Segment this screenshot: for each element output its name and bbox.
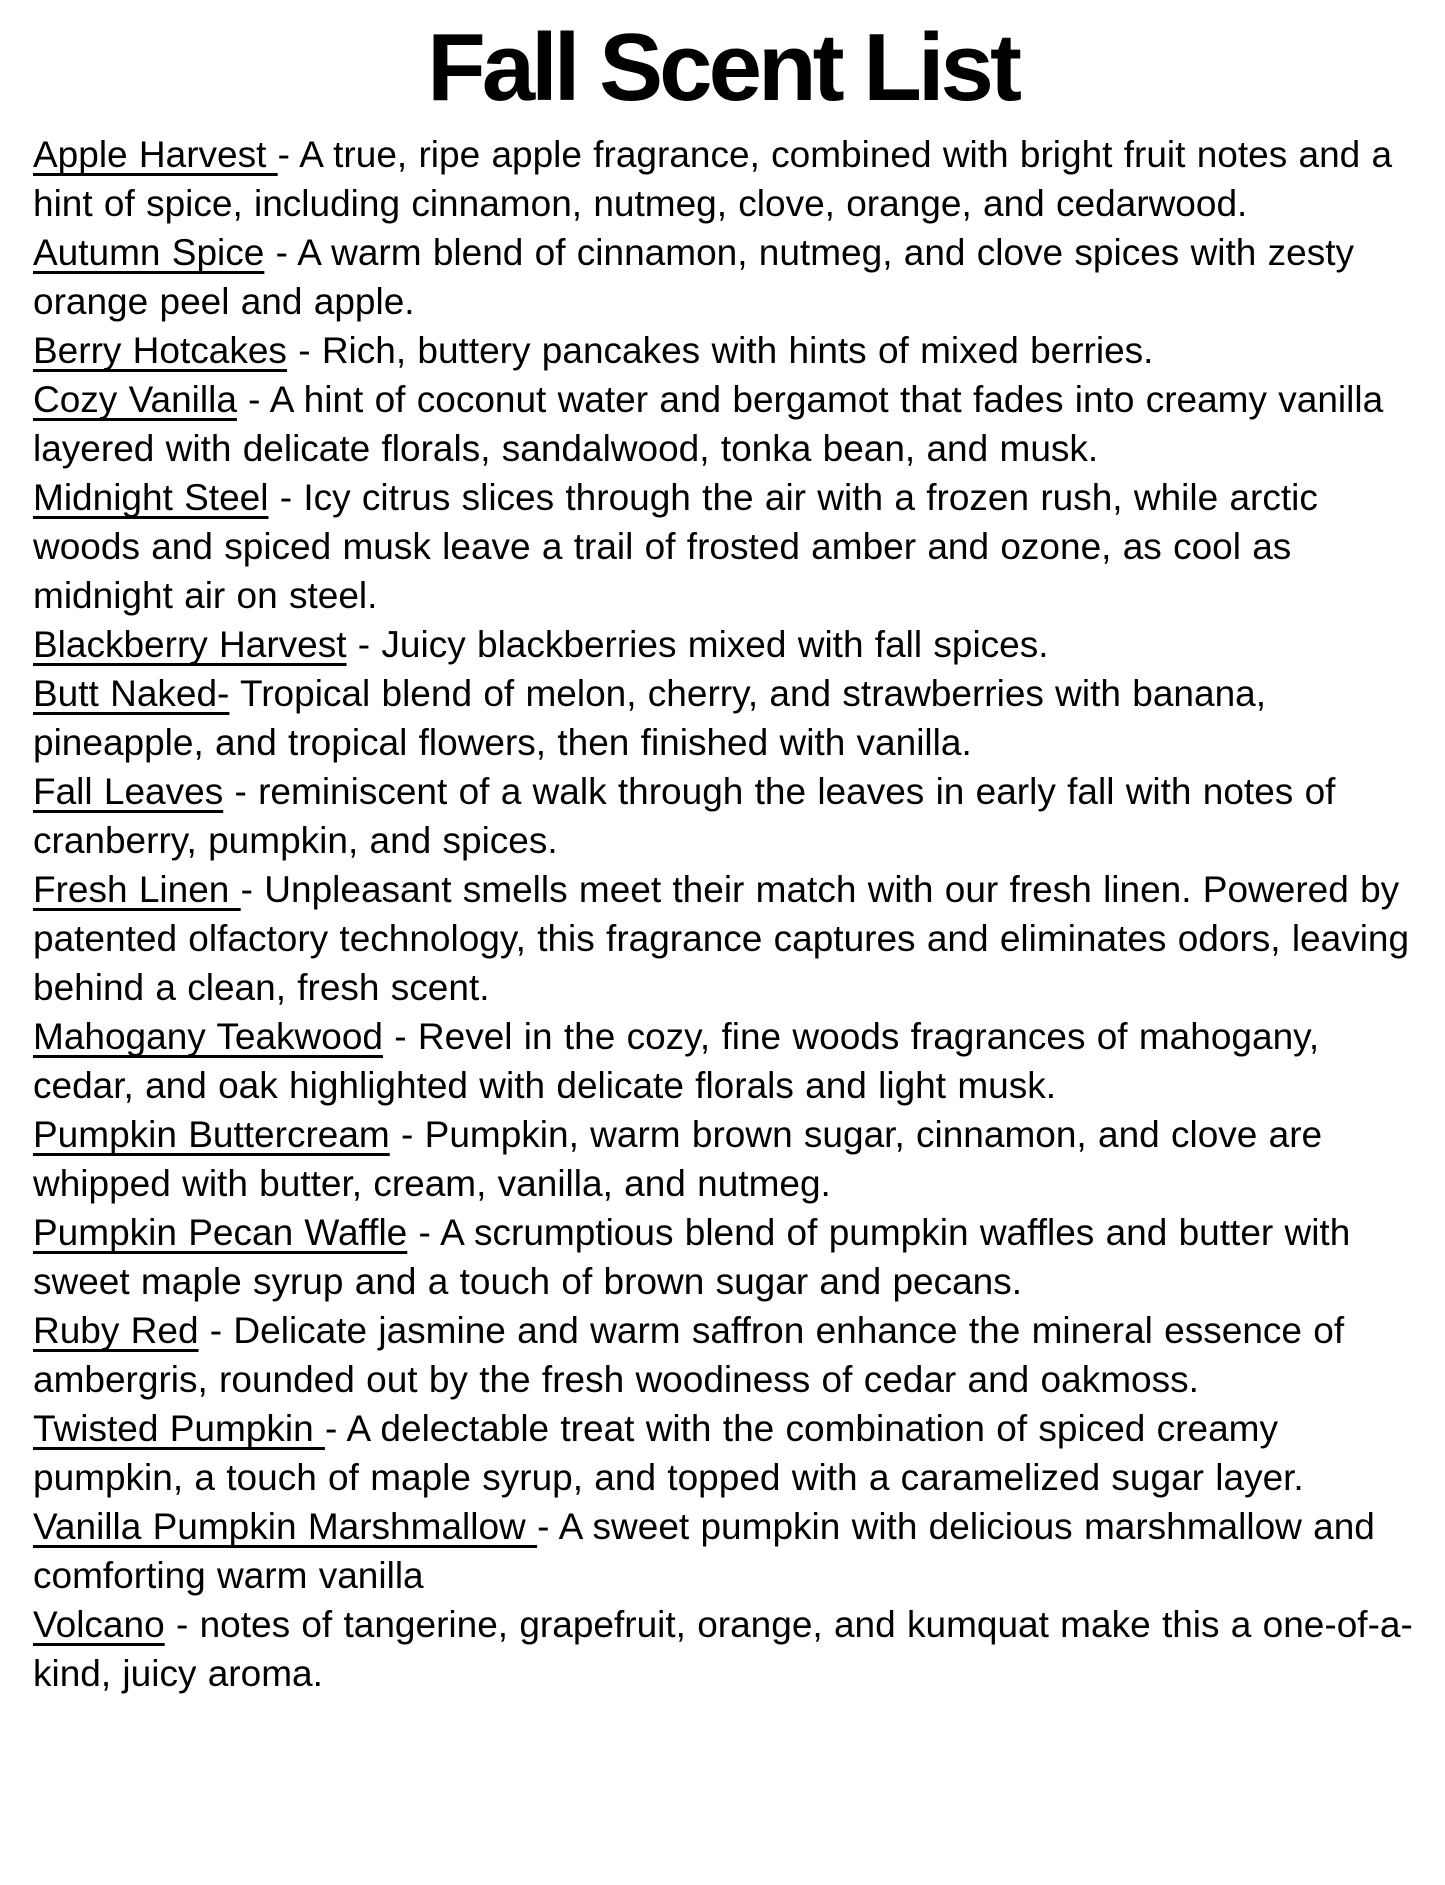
scent-description: Revel in the cozy, fine woods fragrances of mahogany, cedar, and oak highlighted with delicate florals and light musk. xyxy=(33,1016,1331,1106)
scent-separator: - xyxy=(407,1212,441,1253)
scent-name: Apple Harvest xyxy=(33,134,278,175)
scent-name: Volcano xyxy=(33,1604,165,1645)
scent-separator: - xyxy=(164,1604,200,1645)
scent-description: A true, ripe apple fragrance, combined with bright fruit notes and a hint of spice, including cinnamon, nutmeg, clove, orange, and cedarwood. xyxy=(33,134,1404,224)
scent-description: A warm blend of cinnamon, nutmeg, and clove spices with zesty orange peel and apple. xyxy=(33,232,1366,322)
scent-name: Autumn Spice xyxy=(33,232,265,273)
scent-separator: - xyxy=(537,1506,559,1547)
scent-entry xyxy=(33,865,1423,1012)
scent-entry xyxy=(33,1012,1423,1110)
scent-name: Fresh Linen xyxy=(33,869,241,910)
scent-entry xyxy=(33,1208,1423,1306)
scent-entry xyxy=(33,1306,1423,1404)
scent-entry xyxy=(33,473,1423,620)
scent-separator: - xyxy=(223,771,259,812)
scent-description: A delectable treat with the combination of spiced creamy pumpkin, a touch of maple syrup, and topped with a caramelized sugar layer. xyxy=(33,1408,1304,1498)
scent-description: Juicy blackberries mixed with fall spices. xyxy=(381,624,1049,665)
scent-entry xyxy=(33,620,1423,669)
scent-name: Midnight Steel xyxy=(33,477,269,518)
scent-separator: - xyxy=(324,1408,347,1449)
scent-entry xyxy=(33,1502,1423,1600)
scent-description: Pumpkin, warm brown sugar, cinnamon, and clove are whipped with butter, cream, vanilla, and nutmeg. xyxy=(33,1114,1334,1204)
scent-separator: - xyxy=(268,477,304,518)
scent-entry xyxy=(33,1600,1423,1698)
document-page xyxy=(0,14,1445,1885)
scent-separator: - xyxy=(240,869,265,910)
scent-entry xyxy=(33,375,1423,473)
scent-separator: - xyxy=(236,379,270,420)
scent-list xyxy=(0,130,1445,1698)
scent-description: A sweet pumpkin with delicious marshmallow and comforting warm vanilla xyxy=(33,1506,1387,1596)
scent-description: A scrumptious blend of pumpkin waffles and butter with sweet maple syrup and a touch of brown sugar and pecans. xyxy=(33,1212,1362,1302)
scent-name: Vanilla Pumpkin Marshmallow xyxy=(33,1506,538,1547)
scent-entry xyxy=(33,1404,1423,1502)
scent-separator: - xyxy=(277,134,300,175)
scent-description: notes of tangerine, grapefruit, orange, and kumquat make this a one-of-a-kind, juicy aroma. xyxy=(33,1604,1413,1694)
scent-description: Delicate jasmine and warm saffron enhance the mineral essence of ambergris, rounded out by the fresh woodiness of cedar and oakmoss. xyxy=(33,1310,1356,1400)
scent-name: Pumpkin Pecan Waffle xyxy=(33,1212,408,1253)
scent-entry xyxy=(33,130,1423,228)
scent-description: Icy citrus slices through the air with a frozen rush, while arctic woods and spiced musk leave a trail of frosted amber and ozone, as cool as midnight air on steel. xyxy=(33,477,1330,616)
scent-description: Tropical blend of melon, cherry, and strawberries with banana, pineapple, and tropical flowers, then finished with vanilla. xyxy=(33,673,1278,763)
scent-entry xyxy=(33,669,1423,767)
scent-name: Ruby Red xyxy=(33,1310,199,1351)
scent-separator: - xyxy=(264,232,298,273)
page-title: Fall Scent List xyxy=(427,14,1018,121)
scent-name: Pumpkin Buttercream xyxy=(33,1114,390,1155)
scent-name: Cozy Vanilla xyxy=(33,379,237,420)
scent-name: Twisted Pumpkin xyxy=(33,1408,325,1449)
scent-name: Fall Leaves xyxy=(33,771,224,812)
scent-name: Mahogany Teakwood xyxy=(33,1016,384,1057)
scent-name: Berry Hotcakes xyxy=(33,330,287,371)
scent-entry xyxy=(33,767,1423,865)
scent-name: Blackberry Harvest xyxy=(33,624,347,665)
scent-separator xyxy=(229,673,240,714)
scent-description: reminiscent of a walk through the leaves in early fall with notes of cranberry, pumpkin, and spices. xyxy=(33,771,1347,861)
scent-separator: - xyxy=(383,1016,418,1057)
scent-description: A hint of coconut water and bergamot that fades into creamy vanilla layered with delicate florals, sandalwood, tonka bean, and musk. xyxy=(33,379,1395,469)
scent-entry xyxy=(33,1110,1423,1208)
scent-name: Butt Naked- xyxy=(33,673,230,714)
scent-entry xyxy=(33,228,1423,326)
scent-separator: - xyxy=(346,624,382,665)
scent-entry xyxy=(33,326,1423,375)
scent-separator: - xyxy=(389,1114,425,1155)
scent-separator: - xyxy=(198,1310,234,1351)
scent-description: Rich, buttery pancakes with hints of mixed berries. xyxy=(321,330,1154,371)
scent-separator: - xyxy=(286,330,322,371)
scent-description: Unpleasant smells meet their match with our fresh linen. Powered by patented olfactory technology, this fragrance captures and eliminates odors, leaving behind a clean, fresh scent. xyxy=(33,869,1421,1008)
